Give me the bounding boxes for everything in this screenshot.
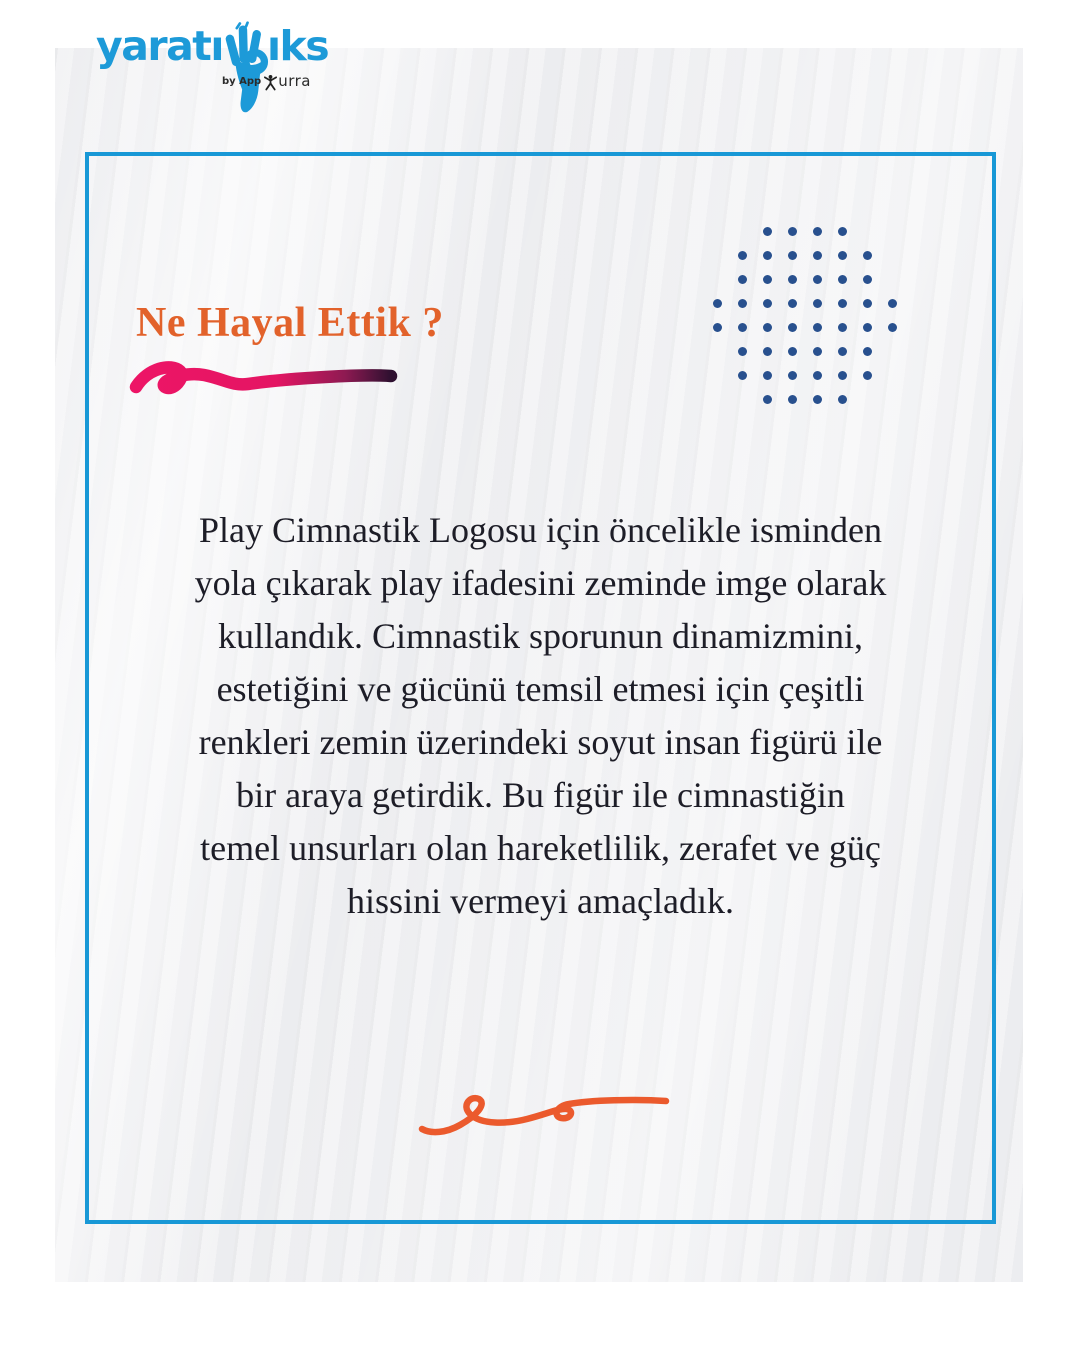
- dot: [763, 323, 772, 332]
- dot: [838, 275, 847, 284]
- dot: [788, 227, 797, 236]
- dot: [788, 395, 797, 404]
- dot-row: [705, 299, 905, 308]
- dot-row: [705, 323, 905, 332]
- body-paragraph: [95, 504, 986, 928]
- jumping-figure-icon: [263, 74, 278, 91]
- dot: [838, 227, 847, 236]
- dot: [813, 251, 822, 260]
- pink-brush-underline: [128, 358, 400, 402]
- dot: [763, 371, 772, 380]
- dot-row: [755, 227, 855, 236]
- paragraph-line: hissini vermeyi amaçladık.: [347, 881, 734, 921]
- dot: [763, 227, 772, 236]
- dot: [863, 299, 872, 308]
- brand-logo: [96, 14, 416, 144]
- dot: [813, 371, 822, 380]
- dot: [788, 323, 797, 332]
- dot: [738, 371, 747, 380]
- paragraph-line: yola çıkarak play ifadesini zeminde imge olarak: [194, 563, 887, 603]
- dot-row: [730, 251, 880, 260]
- dot: [813, 299, 822, 308]
- logo-text-left: yaratı: [96, 22, 223, 70]
- dot: [888, 299, 897, 308]
- dot: [763, 347, 772, 356]
- dot: [713, 323, 722, 332]
- orange-squiggle-flourish: [417, 1092, 675, 1142]
- dot-row: [730, 347, 880, 356]
- dot: [763, 395, 772, 404]
- dot-pattern: [705, 227, 905, 419]
- logo-byline: [222, 72, 311, 90]
- dot: [813, 323, 822, 332]
- dot: [838, 323, 847, 332]
- hand-ok-icon: [223, 14, 269, 122]
- dot: [813, 395, 822, 404]
- byline-prefix: by App: [222, 75, 262, 87]
- logo-text-right: ıks: [266, 22, 329, 70]
- dot: [863, 371, 872, 380]
- dot: [738, 251, 747, 260]
- paragraph-line: bir araya getirdik. Bu figür ile cimnastiğin: [236, 775, 845, 815]
- dot: [838, 347, 847, 356]
- dot: [738, 299, 747, 308]
- paragraph-line: renkleri zemin üzerindeki soyut insan figürü ile: [198, 722, 883, 762]
- section-title: Ne Hayal Ettik ?: [136, 300, 444, 346]
- dot: [788, 251, 797, 260]
- dot: [863, 323, 872, 332]
- dot-row: [730, 275, 880, 284]
- dot-row: [730, 371, 880, 380]
- dot: [738, 347, 747, 356]
- dot: [813, 347, 822, 356]
- dot: [838, 251, 847, 260]
- dot: [763, 275, 772, 284]
- dot: [713, 299, 722, 308]
- paragraph-line: Play Cimnastik Logosu için öncelikle isminden: [199, 510, 882, 550]
- dot: [813, 275, 822, 284]
- dot: [788, 371, 797, 380]
- dot: [838, 395, 847, 404]
- dot: [788, 347, 797, 356]
- dot: [888, 323, 897, 332]
- dot: [738, 323, 747, 332]
- byline-suffix: urra: [278, 72, 311, 90]
- dot: [763, 251, 772, 260]
- dot: [838, 299, 847, 308]
- logo-wordmark: [96, 14, 416, 122]
- dot: [738, 275, 747, 284]
- dot: [813, 227, 822, 236]
- content-frame: [85, 152, 996, 1224]
- dot: [863, 275, 872, 284]
- dot: [863, 347, 872, 356]
- dot: [788, 299, 797, 308]
- dot: [863, 251, 872, 260]
- paragraph-line: temel unsurları olan hareketlilik, zerafet ve güç: [200, 828, 881, 868]
- dot: [788, 275, 797, 284]
- dot-row: [755, 395, 855, 404]
- paragraph-line: kullandık. Cimnastik sporunun dinamizmini,: [218, 616, 863, 656]
- paragraph-line: estetiğini ve gücünü temsil etmesi için çeşitli: [216, 669, 865, 709]
- dot: [763, 299, 772, 308]
- dot: [838, 371, 847, 380]
